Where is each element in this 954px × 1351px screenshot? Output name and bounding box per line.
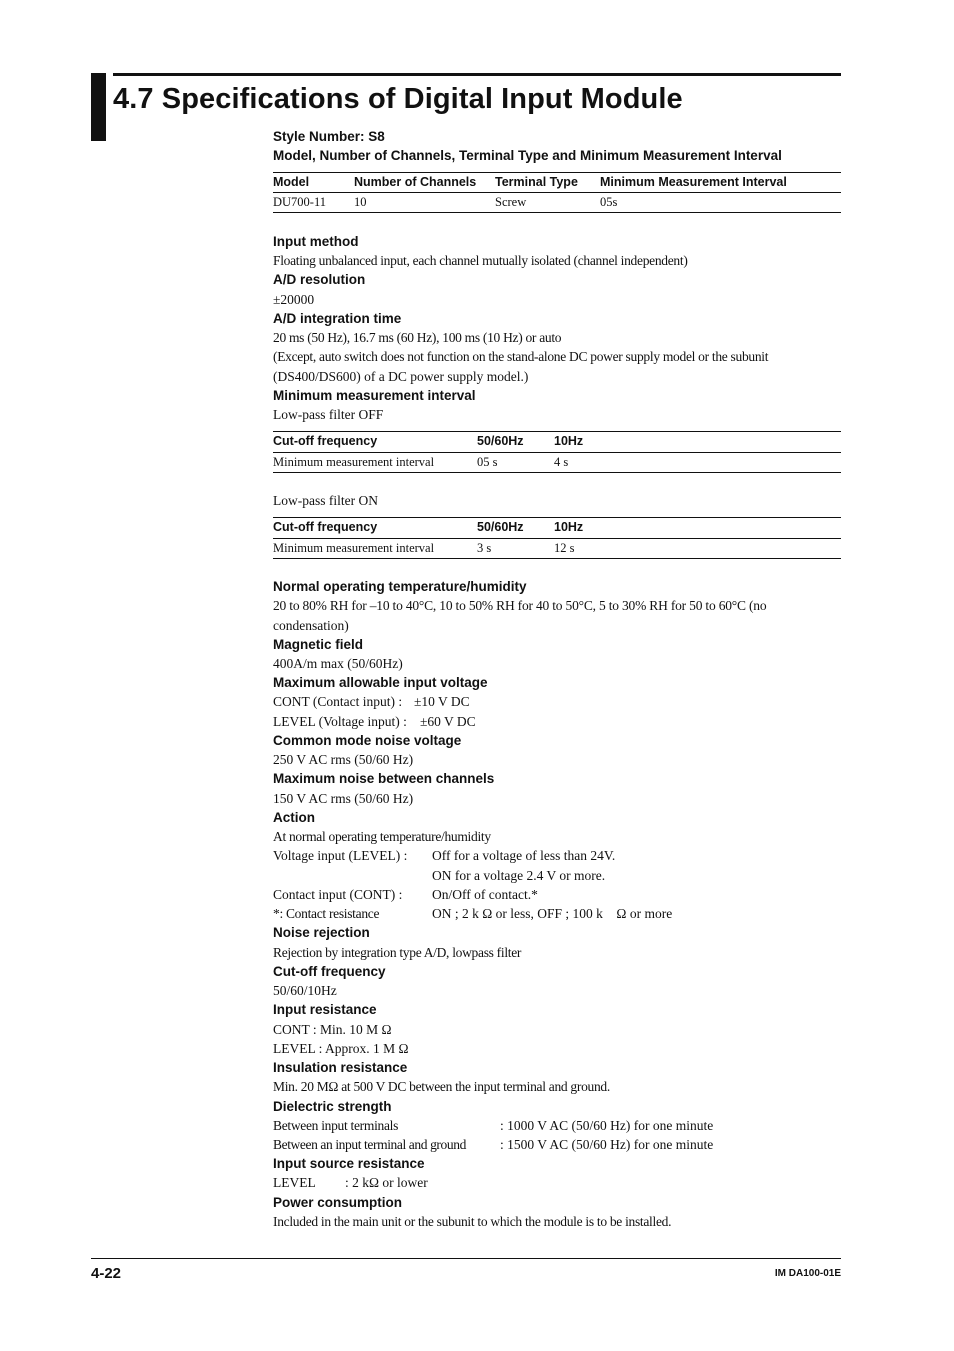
style-number: Style Number: S8 (273, 129, 385, 144)
input-resistance-heading: Input resistance (273, 1002, 377, 1017)
dielectric-row-value: : 1500 V AC (50/60 Hz) for one minute (500, 1137, 714, 1152)
table-header-10hz: 10Hz (554, 434, 584, 448)
cutoff-heading: Cut-off frequency (273, 964, 386, 979)
table-rule (273, 192, 841, 193)
noise-rejection-heading: Noise rejection (273, 925, 370, 940)
table-rule (273, 431, 841, 432)
ad-integration-line: 20 ms (50 Hz), 16.7 ms (60 Hz), 100 ms (10 Hz) or auto (273, 330, 562, 345)
power-text: Included in the main unit or the subunit to which the module is to be installed. (273, 1214, 672, 1229)
contact-input-label: Contact input (CONT) : (273, 887, 403, 902)
level-voltage-label: LEVEL (Voltage input) : (273, 714, 407, 729)
common-mode-heading: Common mode noise voltage (273, 733, 462, 748)
ad-integration-line: (DS400/DS600) of a DC power supply model.) (273, 369, 529, 384)
table-cell-label: Minimum measurement interval (273, 541, 435, 555)
max-noise-text: 150 V AC rms (50/60 Hz) (273, 791, 414, 806)
action-intro: At normal operating temperature/humidity (273, 829, 491, 844)
level-voltage-value: ±60 V DC (420, 714, 476, 729)
table-rule (273, 517, 841, 518)
input-method-text: Floating unbalanced input, each channel mutually isolated (channel independent) (273, 253, 688, 268)
cont-voltage-label: CONT (Contact input) : (273, 694, 403, 709)
magnetic-text: 400A/m max (50/60Hz) (273, 656, 403, 671)
table-cell-10hz: 12 s (554, 541, 575, 555)
table-rule (273, 538, 841, 539)
max-noise-heading: Maximum noise between channels (273, 771, 495, 786)
table-cell-10hz: 4 s (554, 455, 569, 469)
ad-integration-heading: A/D integration time (273, 311, 402, 326)
footer-rule (91, 1258, 841, 1259)
min-interval-heading: Minimum measurement interval (273, 388, 476, 403)
table-header-interval: Minimum Measurement Interval (600, 175, 787, 189)
input-resistance-line: LEVEL : Approx. 1 M Ω (273, 1041, 409, 1056)
magnetic-heading: Magnetic field (273, 637, 364, 652)
document-id: IM DA100-01E (774, 1268, 841, 1279)
dielectric-row-label: Between an input terminal and ground (273, 1137, 466, 1152)
table-cell-5060: 05 s (477, 455, 498, 469)
max-voltage-heading: Maximum allowable input voltage (273, 675, 488, 690)
input-method-heading: Input method (273, 234, 359, 249)
table-header-5060: 50/60Hz (477, 434, 524, 448)
page-number: 4-22 (91, 1265, 122, 1282)
cutoff-text: 50/60/10Hz (273, 983, 337, 998)
input-resistance-line: CONT : Min. 10 M Ω (273, 1022, 392, 1037)
insulation-text: Min. 20 MΩ at 500 V DC between the input terminal and ground. (273, 1079, 610, 1094)
ad-resolution-text: ±20000 (273, 292, 315, 307)
dielectric-row-value: : 1000 V AC (50/60 Hz) for one minute (500, 1118, 714, 1133)
temperature-line: 20 to 80% RH for –10 to 40°C, 10 to 50% RH for 40 to 50°C, 5 to 30% RH for 50 to 60°C (no (273, 598, 767, 613)
temperature-line: condensation) (273, 618, 349, 633)
contact-resistance-note-label: *: Contact resistance (273, 906, 380, 921)
table-rule (273, 172, 841, 173)
contact-input-value: On/Off of contact.* (432, 887, 538, 902)
table-header-10hz: 10Hz (554, 520, 584, 534)
section-marker-bar (91, 73, 106, 141)
common-mode-text: 250 V AC rms (50/60 Hz) (273, 752, 414, 767)
table-rule (273, 558, 841, 559)
filter-on-label: Low-pass filter ON (273, 493, 378, 508)
page-title: 4.7 Specifications of Digital Input Module (113, 83, 683, 115)
table-header-terminal: Terminal Type (495, 175, 578, 189)
table-cell-terminal: Screw (495, 195, 527, 209)
table-header-model: Model (273, 175, 310, 189)
temperature-heading: Normal operating temperature/humidity (273, 579, 527, 594)
table-cell-label: Minimum measurement interval (273, 455, 435, 469)
cont-voltage-value: ±10 V DC (414, 694, 470, 709)
table-header-channels: Number of Channels (354, 175, 477, 189)
table-cell-channels: 10 (354, 195, 367, 209)
table-rule (273, 472, 841, 473)
table-cell-5060: 3 s (477, 541, 492, 555)
table-cell-model: DU700-11 (273, 195, 327, 209)
table-cell-interval: 05s (600, 195, 618, 209)
source-resistance-label: LEVEL (273, 1175, 316, 1190)
table-header-5060: 50/60Hz (477, 520, 524, 534)
table-header-cutoff: Cut-off frequency (273, 434, 378, 448)
source-resistance-value: : 2 kΩ or lower (345, 1175, 428, 1190)
dielectric-row-label: Between input terminals (273, 1118, 399, 1133)
noise-rejection-text: Rejection by integration type A/D, lowpass filter (273, 945, 522, 960)
filter-off-label: Low-pass filter OFF (273, 407, 384, 422)
table-rule (273, 212, 841, 213)
voltage-input-value: ON for a voltage 2.4 V or more. (432, 868, 606, 883)
model-heading: Model, Number of Channels, Terminal Type and Minimum Measurement Interval (273, 148, 782, 163)
voltage-input-label: Voltage input (LEVEL) : (273, 848, 408, 863)
ad-resolution-heading: A/D resolution (273, 272, 366, 287)
source-resistance-heading: Input source resistance (273, 1156, 425, 1171)
ad-integration-line: (Except, auto switch does not function on the stand-alone DC power supply model or the subunit (273, 349, 769, 364)
contact-resistance-note-value: ON ; 2 k Ω or less, OFF ; 100 k Ω or more (432, 906, 673, 921)
dielectric-heading: Dielectric strength (273, 1099, 392, 1114)
action-heading: Action (273, 810, 315, 825)
heading-rule (113, 73, 841, 76)
table-rule (273, 452, 841, 453)
insulation-heading: Insulation resistance (273, 1060, 408, 1075)
power-heading: Power consumption (273, 1195, 403, 1210)
voltage-input-value: Off for a voltage of less than 24V. (432, 848, 616, 863)
table-header-cutoff: Cut-off frequency (273, 520, 378, 534)
